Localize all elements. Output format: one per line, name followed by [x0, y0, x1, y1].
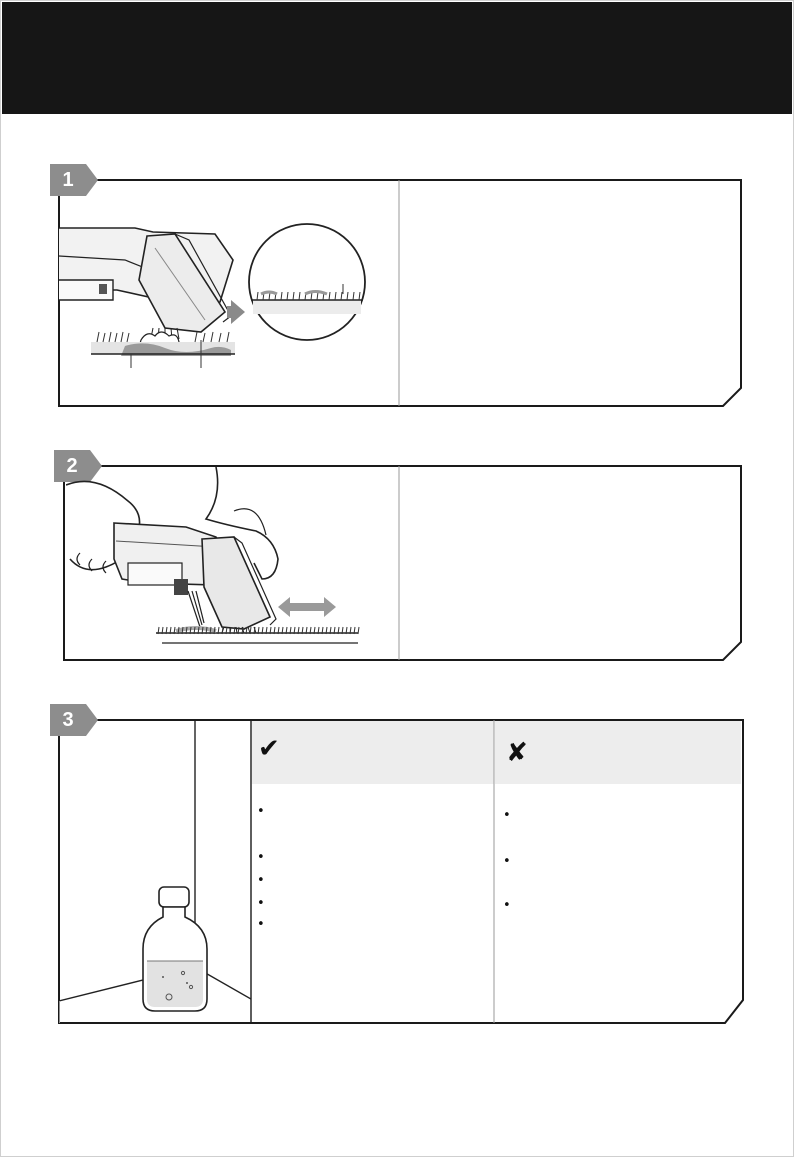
- step-number: 2: [66, 455, 78, 477]
- cross-mark-icon: ✘: [506, 738, 528, 768]
- list-item-bullet: •: [257, 850, 265, 865]
- check-mark-icon: ✔: [258, 734, 280, 764]
- step-number: 3: [62, 709, 74, 731]
- cleaning-solution-bottle-illustration: [59, 721, 251, 1023]
- list-item-bullet: •: [257, 917, 265, 932]
- step-number: 1: [62, 169, 74, 191]
- list-item-bullet: •: [503, 854, 511, 869]
- list-item-bullet: •: [503, 808, 511, 823]
- list-item-bullet: •: [257, 896, 265, 911]
- list-item-bullet: •: [257, 873, 265, 888]
- list-item-bullet: •: [257, 804, 265, 819]
- list-item-bullet: •: [503, 898, 511, 913]
